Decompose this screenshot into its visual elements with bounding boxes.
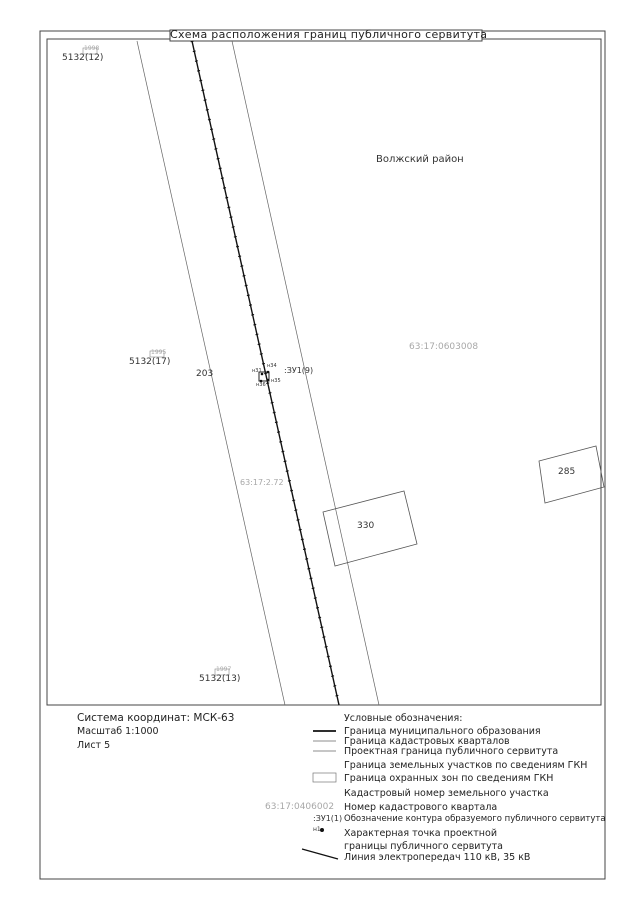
legend-item-label: Обозначение контура образуемого публичного сервитута <box>344 814 606 824</box>
point-label: н34 <box>267 363 277 369</box>
district-label: Волжский район <box>376 154 464 165</box>
legend-item-label: Кадастровый номер земельного участка <box>344 788 549 799</box>
legend-symbol-rectangle <box>313 773 336 782</box>
parcel-label-203: 203 <box>196 369 214 379</box>
point-marker <box>267 379 270 382</box>
legend-symbol-contour-label: :ЗУ1(1) <box>313 814 343 823</box>
parcel-tag-mid-left: 1995 <box>151 349 167 356</box>
parcel-label-285: 285 <box>558 467 576 477</box>
legend-symbol-slant-line <box>302 849 338 859</box>
coordinate-system-label: Система координат: МСК-63 <box>77 712 235 724</box>
scale-label: Масштаб 1:1000 <box>77 726 159 737</box>
legend-item-label: Линия электропередач 110 кВ, 35 кВ <box>344 852 531 863</box>
sheet-number-label: Лист 5 <box>77 740 111 751</box>
parcel-label-bottom: 5132(13) <box>199 674 241 684</box>
point-label: н35 <box>271 378 281 384</box>
legend-heading: Условные обозначения: <box>344 713 463 724</box>
quarter-number-label: 63:17:0603008 <box>409 342 479 352</box>
map-title: Схема расположения границ публичного сервитута <box>170 28 488 41</box>
corridor-number-label: 63:17:2.72 <box>240 478 284 487</box>
legend-item-label: Номер кадастрового квартала <box>344 802 498 813</box>
parcel-tag-bottom: 1997 <box>216 666 232 673</box>
parcel-label-top-left: 5132(12) <box>62 53 104 63</box>
legend-symbol-quarter-number: 63:17:0406002 <box>265 802 335 812</box>
legend-item-label: Граница муниципального образования <box>344 726 541 737</box>
legend-item-label: Проектная граница публичного сервитута <box>344 746 559 757</box>
legend-item-label: Характерная точка проектной границы публичного сервитута <box>344 828 503 852</box>
easement-contour-label: :ЗУ1(9) <box>284 366 314 375</box>
point-label: н36 <box>256 382 266 388</box>
legend-symbol-point-label: н1 <box>313 826 321 833</box>
legend-item-label: Граница охранных зон по сведениям ГКН <box>344 773 554 784</box>
legend-item-label: Граница земельных участков по сведениям ГКН <box>344 760 588 771</box>
parcel-label-mid-left: 5132(17) <box>129 357 171 367</box>
parcel-label-330: 330 <box>357 521 375 531</box>
parcel-tag-top-left: 1998 <box>84 45 100 52</box>
point-marker <box>267 371 270 374</box>
map-frame <box>47 39 601 705</box>
point-label: н31 <box>252 368 262 374</box>
legend-item-label: Граница кадастровых кварталов <box>344 736 510 747</box>
